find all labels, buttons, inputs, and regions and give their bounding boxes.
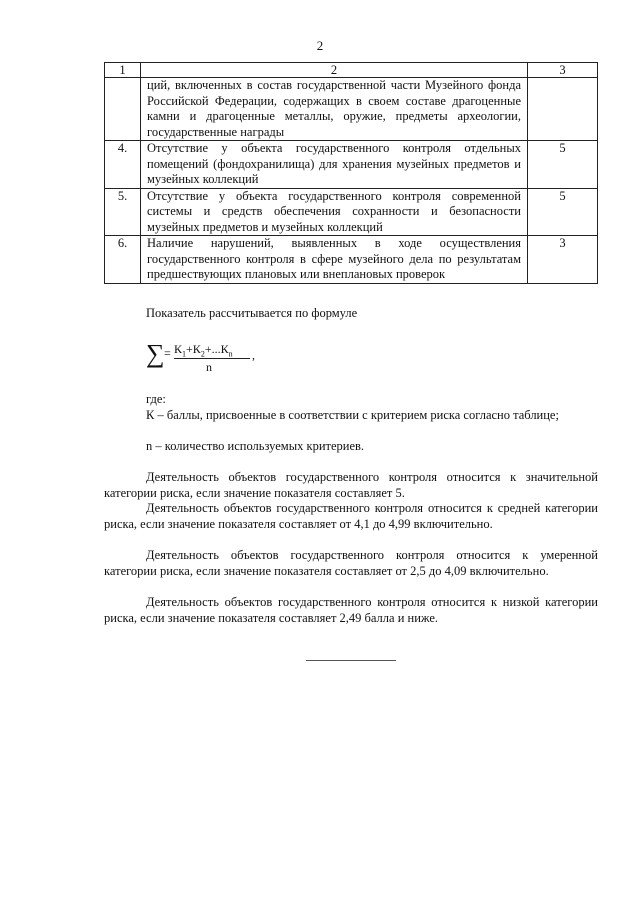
equals-sign: = (164, 346, 171, 360)
header-col-1: 1 (105, 63, 141, 78)
row-number (105, 78, 141, 141)
header-col-3: 3 (528, 63, 598, 78)
row-score: 3 (528, 236, 598, 284)
table-row (105, 78, 598, 141)
formula-numerator: $К_1+К_2+...К_n$ (174, 342, 233, 359)
paragraph-medium-risk: Деятельность объектов государственного контроля относится к средней категории риска, если значение показателя составляет от 4,1 до 4,99 включительно. (104, 501, 598, 531)
row-criterion: ций, включенных в состав государственной части Музейного фонда Российской Федерации, содержащих в своем составе драгоценные камни и драгоценные металлы, оружие, предметы археологии, государственные награды (141, 78, 528, 141)
paragraph-significant-risk: Деятельность объектов государственного контроля относится к значительной категории риска, если значение показателя составляет 5. (104, 470, 598, 500)
row-number: 6. (105, 236, 141, 284)
table-row (105, 141, 598, 189)
row-number: 4. (105, 141, 141, 189)
row-criterion: Отсутствие у объекта государственного контроля отдельных помещений (фондохранилища) для хранения музейных предметов и музейных коллекций (141, 141, 528, 189)
formula-denominator: n (206, 360, 212, 374)
formula-intro: Показатель рассчитывается по формуле (146, 306, 358, 320)
table-row (105, 236, 598, 284)
paragraph-moderate-risk: Деятельность объектов государственного контроля относится к умеренной категории риска, если значение показателя составляет от 2,5 до 4,09 включительно. (104, 548, 598, 578)
row-score: 5 (528, 141, 598, 189)
formula-comma: , (252, 348, 255, 362)
fraction-bar (174, 358, 250, 359)
risk-criteria-table (104, 62, 598, 284)
paragraph-low-risk: Деятельность объектов государственного контроля относится к низкой категории риска, если значение показателя составляет 2,49 балла и ниже. (104, 595, 598, 625)
sigma-symbol: ∑ (146, 339, 165, 368)
where-label: где: (146, 392, 166, 406)
header-col-2: 2 (141, 63, 528, 78)
table-header-row (105, 63, 598, 78)
row-criterion: Наличие нарушений, выявленных в ходе осуществления государственного контроля в сфере музейного дела по результатам предшествующих плановых или внеплановых проверок (141, 236, 528, 284)
row-score (528, 78, 598, 141)
risk-formula (146, 340, 346, 380)
row-criterion: Отсутствие у объекта государственного контроля современной системы и средств обеспечения сохранности и безопасности музейных предметов и музейных коллекций (141, 188, 528, 236)
n-description: n – количество используемых критериев. (146, 439, 365, 453)
table-row (105, 188, 598, 236)
end-divider (306, 660, 396, 661)
k-description: К – баллы, присвоенные в соответствии с критерием риска согласно таблице; (146, 408, 559, 422)
row-score: 5 (528, 188, 598, 236)
page-number: 2 (316, 38, 324, 53)
row-number: 5. (105, 188, 141, 236)
